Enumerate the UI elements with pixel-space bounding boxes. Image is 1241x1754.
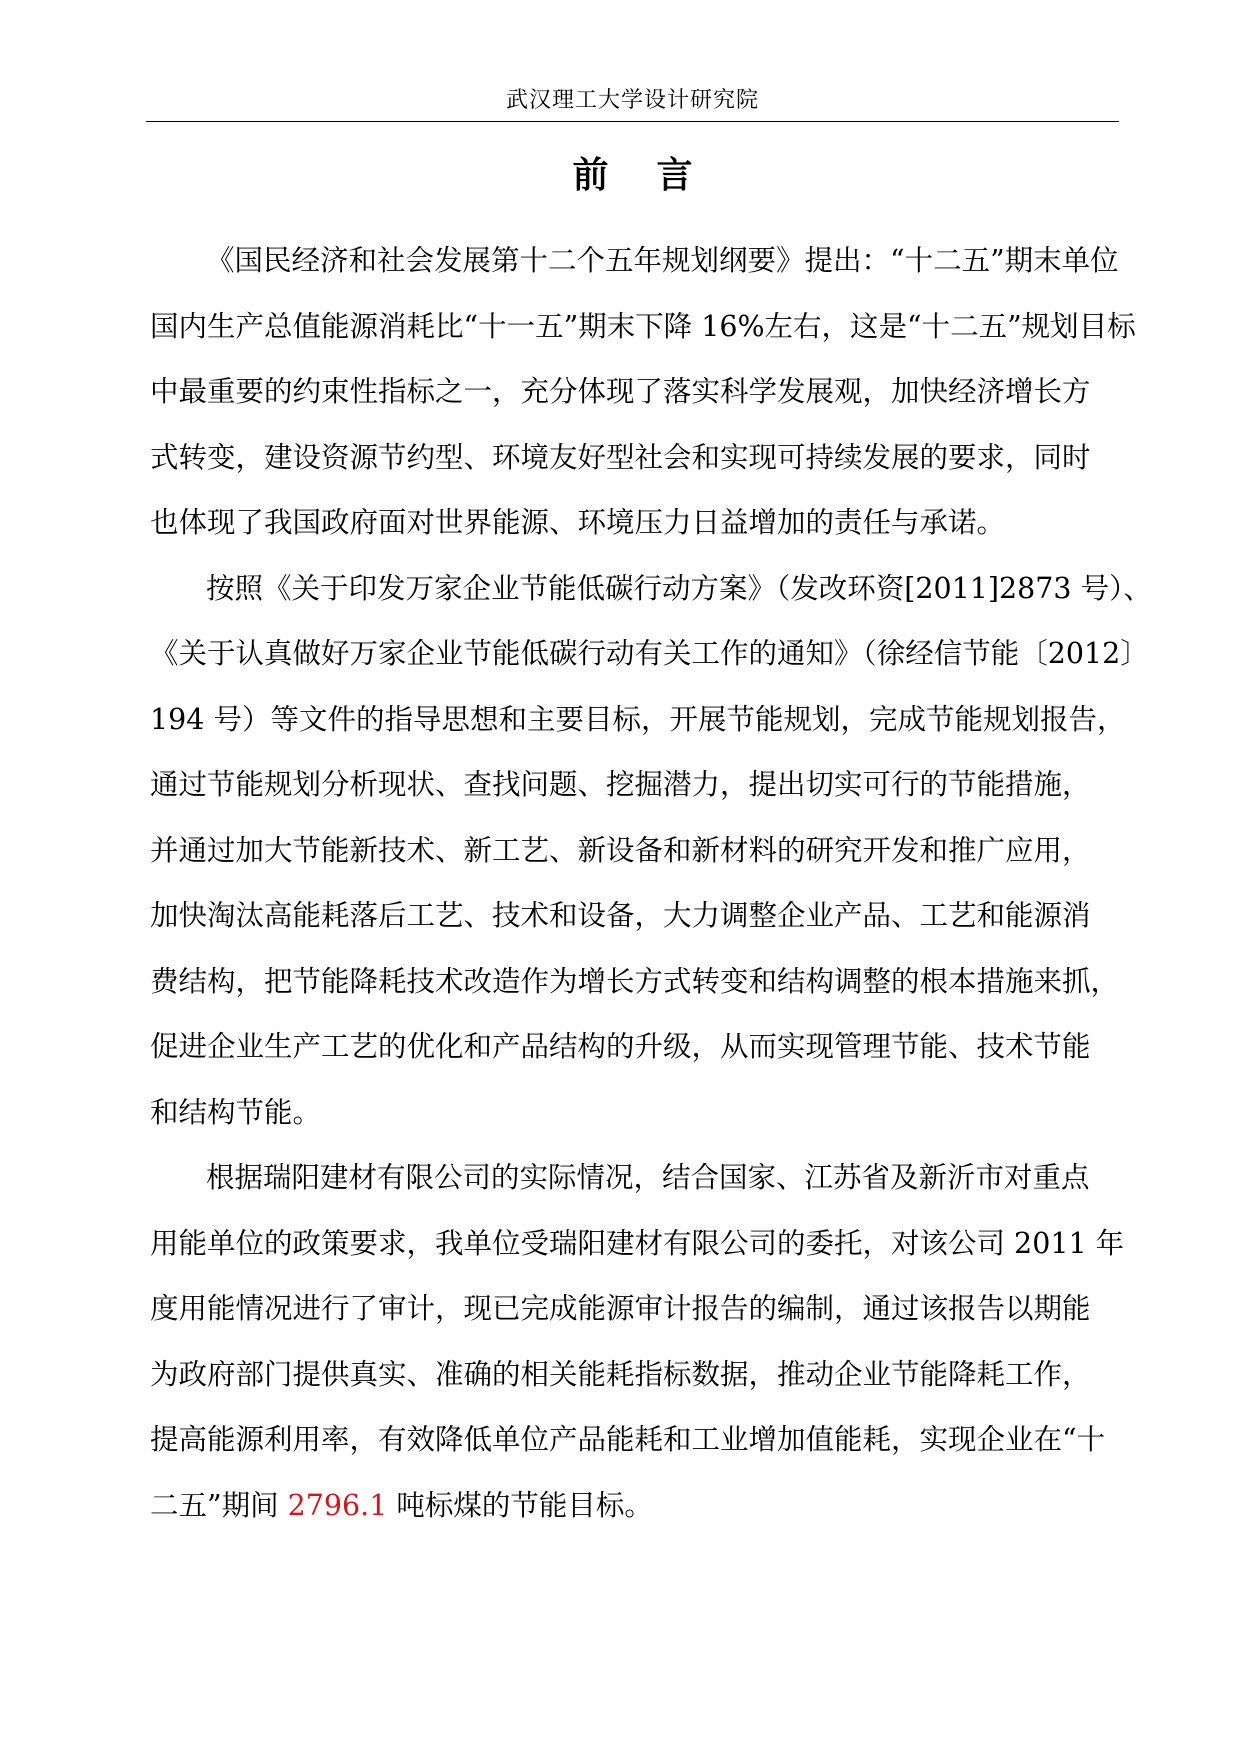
paragraph-3: [150, 1145, 1125, 1538]
paragraph-line: 并通过加大节能新技术、新工艺、新设备和新材料的研究开发和推广应用，: [150, 833, 1091, 867]
header-rule: [146, 121, 1119, 122]
page-title: 前言: [572, 154, 741, 196]
final-line-before: 二五”期间: [150, 1488, 288, 1522]
paragraph-line: 194 号）等文件的指导思想和主要目标，开展节能规划，完成节能规划报告，: [150, 702, 1126, 736]
paragraph-line: 和结构节能。: [150, 1095, 322, 1129]
paragraph-line: 《关于认真做好万家企业节能低碳行动有关工作的通知》（徐经信节能〔2012〕: [150, 637, 1149, 670]
paragraph-1: [150, 228, 1136, 556]
paragraph-line: 根据瑞阳建材有限公司的实际情况，结合国家、江苏省及新沂市对重点: [206, 1161, 1090, 1194]
paragraph-line: 按照《关于印发万家企业节能低碳行动方案》（发改环资[2011]2873 号）、: [206, 571, 1152, 605]
paragraph-line: 为政府部门提供真实、准确的相关能耗指标数据，推动企业节能降耗工作，: [150, 1357, 1091, 1391]
energy-saving-target-value: 2796.1: [287, 1488, 388, 1522]
paragraph-line: 加快淘汰高能耗落后工艺、技术和设备，大力调整企业产品、工艺和能源消: [150, 899, 1091, 932]
paragraph-line: 费结构，把节能降耗技术改造作为增长方式转变和结构调整的根本措施来抓，: [150, 964, 1120, 998]
final-line-after: 吨标煤的节能目标。: [387, 1488, 653, 1522]
paragraph-final-line: [150, 1473, 1115, 1539]
body-text: [150, 228, 1152, 1538]
paragraph-2: [150, 556, 1152, 1146]
paragraph-line: 度用能情况进行了审计，现已完成能源审计报告的编制，通过该报告以期能: [150, 1292, 1091, 1325]
paragraph-line: 用能单位的政策要求，我单位受瑞阳建材有限公司的委托，对该公司 2011 年: [150, 1226, 1125, 1260]
paragraph-line: 国内生产总值能源消耗比“十一五”期末下降 16%左右，这是“十二五”规划目标: [150, 309, 1136, 343]
paragraph-line: 也体现了我国政府面对世界能源、环境压力日益增加的责任与承诺。: [150, 506, 1006, 539]
paragraph-line: 式转变，建设资源节约型、环境友好型社会和实现可持续发展的要求，同时: [150, 440, 1091, 474]
paragraph-line: 促进企业生产工艺的优化和产品结构的升级，从而实现管理节能、技术节能: [150, 1030, 1091, 1063]
paragraph-line: 通过节能规划分析现状、查找问题、挖掘潜力，提出切实可行的节能措施，: [150, 768, 1091, 801]
running-header: 武汉理工大学设计研究院: [505, 88, 759, 113]
paragraph-line: 中最重要的约束性指标之一，充分体现了落实科学发展观，加快经济增长方: [150, 375, 1091, 408]
paragraph-line: 《国民经济和社会发展第十二个五年规划纲要》提出：“十二五”期末单位: [206, 244, 1119, 277]
paragraph-line: 提高能源利用率，有效降低单位产品能耗和工业增加值能耗，实现企业在“十: [150, 1423, 1106, 1456]
